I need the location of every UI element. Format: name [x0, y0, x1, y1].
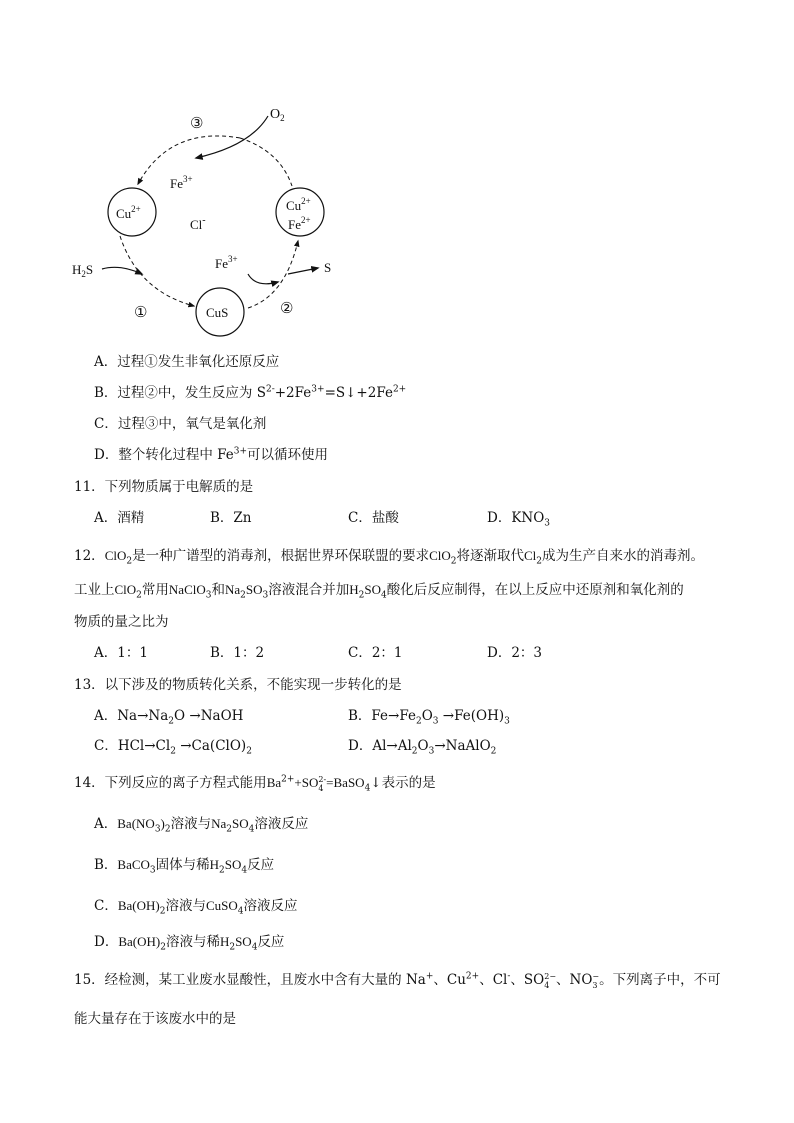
s-label: S [324, 260, 332, 275]
q12-stem-line-1: 12．ClO$_2$是一种广谱型的消毒剂，根据世界环保联盟的要求ClO$_2$将逐渐取代$Cl_2$成为生产自来水的消毒剂。 [74, 548, 705, 567]
q10-option-a[interactable]: A．过程①发生非氧化还原反应 [94, 354, 280, 370]
q11-option-a[interactable]: A．酒精 [94, 510, 145, 526]
dashed-arc-bottom-left [120, 236, 194, 306]
q13-option-c[interactable]: C．$HCl\to Cl_2 \to Ca(ClO)_2$ [94, 738, 252, 757]
q10-option-b[interactable]: B．过程②中，发生反应为 $S^{2-}+2Fe^{3+}=S↓+2Fe^{2+}$ [94, 384, 407, 401]
step-1-label: ① [134, 305, 148, 321]
step-2-label: ② [280, 301, 294, 317]
q10-option-d[interactable]: D．整个转化过程中 $Fe^{3+}$可以循环使用 [94, 446, 329, 463]
o2-label: $O_2$ [270, 107, 285, 123]
cus-label: CuS [206, 305, 229, 320]
reaction-cycle-diagram [60, 96, 360, 336]
q13-option-a[interactable]: A．$Na\to Na_2O$ →NaOH [94, 708, 244, 727]
q11-option-c[interactable]: C．盐酸 [348, 510, 399, 526]
q14-option-d[interactable]: D．$Ba(OH)_2$溶液与稀$H_2SO_4$反应 [94, 934, 285, 953]
fe-arrow-bottom [248, 274, 278, 284]
cu2-label: $Cu^{2+}$ [116, 204, 141, 221]
q10-option-c[interactable]: C．过程③中，氧气是氧化剂 [94, 416, 267, 432]
s-arrow [288, 268, 318, 274]
fe3-top-label: $Fe^{3+}$ [170, 174, 193, 191]
fe2-right-label: $Fe^{2+}$ [288, 215, 311, 232]
q11-option-d[interactable]: D．$KNO_3$ [487, 510, 551, 529]
q14-option-b[interactable]: B．BaCO$_3$固体与稀$H_2SO_4$反应 [94, 857, 275, 876]
step-3-label: ③ [190, 116, 204, 132]
q12-option-b[interactable]: B．1：2 [210, 645, 265, 661]
h2s-label: $H_2S$ [72, 262, 94, 279]
q14-option-c[interactable]: C．$Ba(OH)_2$溶液与CuSO$_4$溶液反应 [94, 898, 298, 917]
q12-option-d[interactable]: D．2：3 [487, 645, 543, 661]
q14-option-a[interactable]: A．$Ba(NO_3)_2$溶液与$Na_2SO_4$溶液反应 [94, 816, 309, 835]
q11-option-b[interactable]: B．Zn [210, 510, 252, 526]
dashed-arc-top-right [240, 138, 292, 186]
q12-stem-line-2: 工业上ClO$_2$常用NaClO$_3$和$Na_2SO_3$溶液混合并加$H_2SO_4$酸化后反应制得，在以上反应中还原剂和氧化剂的 [74, 582, 684, 601]
q14-stem: 14．下列反应的离子方程式能用$Ba^{2+}+SO$ 2- 4 =BaSO$_4$↓表示的是 [74, 774, 436, 794]
q12-option-c[interactable]: C．2：1 [348, 645, 403, 661]
q13-stem: 13．以下涉及的物质转化关系，不能实现一步转化的是 [74, 677, 402, 693]
q12-stem-line-3: 物质的量之比为 [74, 614, 169, 630]
q15-stem-line-1: 15．经检测，某工业废水显酸性，且废水中含有大量的 Na+、$Cu^{2+}$、Cl-、SO 2− 4 、NO − 3 。下列离子中，不可 [74, 971, 721, 990]
cu2-right-label: $Cu^{2+}$ [286, 196, 311, 213]
q15-stem-line-2: 能大量存在于该废水中的是 [74, 1011, 236, 1027]
q13-option-b[interactable]: B．$Fe\to Fe_2O_3 \to Fe(OH)_3$ [348, 708, 510, 727]
fe3-bottom-label: $Fe^{3+}$ [215, 254, 238, 271]
q13-option-d[interactable]: D．$Al\to Al_2O_3\to NaAlO_2$ [348, 738, 497, 757]
cl-label: Cl- [190, 215, 206, 232]
q11-stem: 11．下列物质属于电解质的是 [74, 479, 254, 495]
q12-option-a[interactable]: A．1：1 [94, 645, 148, 661]
dashed-arc-bottom-right [248, 241, 298, 308]
